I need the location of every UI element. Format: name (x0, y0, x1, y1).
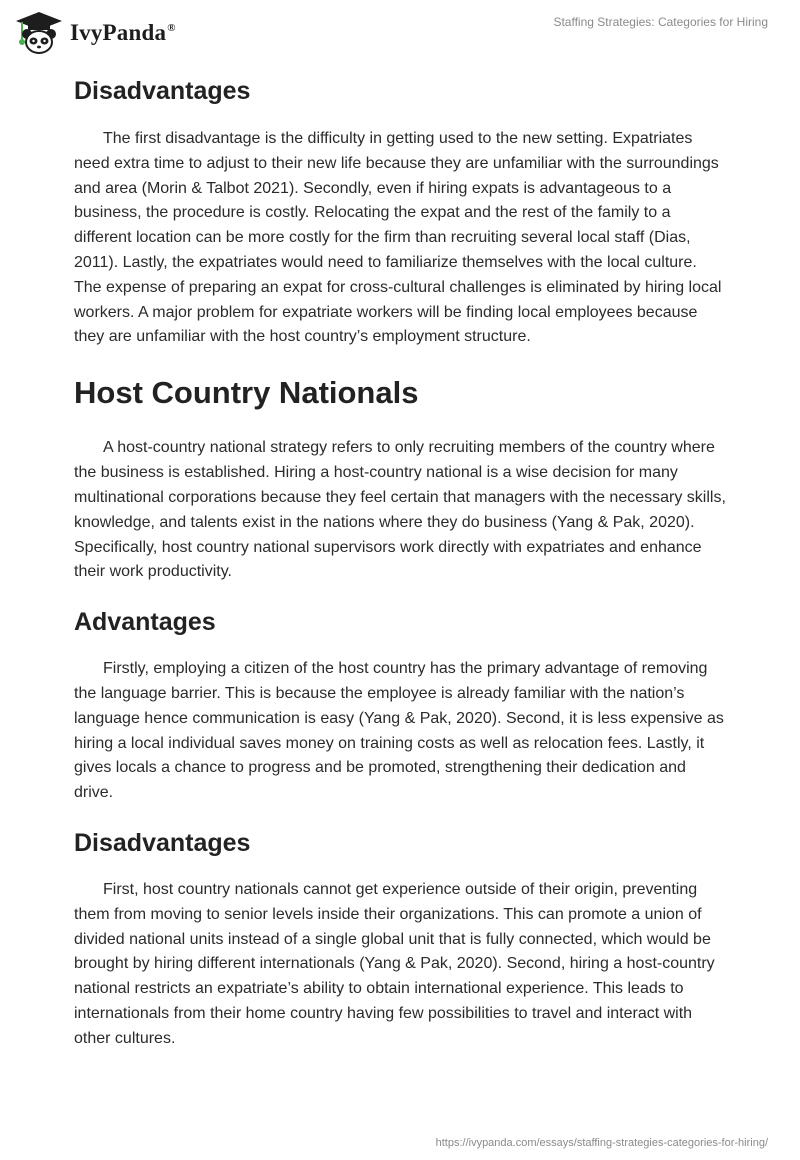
page-header (0, 0, 800, 70)
section-heading-advantages: Advantages (74, 608, 216, 637)
section-paragraph: The first disadvantage is the difficulty in getting used to the new setting. Expatriates need extra time to adjust to their new life because they are unfamiliar with the surroundings and area (Morin & Talbot 2021). Secondly, even if hiring expats is advantageous to a business, the procedure is costly. Relocating the expat and the rest of the family to a different location can be more costly for the firm than recruiting several local staff (Dias, 2011). Lastly, the expatriates would need to familiarize themselves with the local culture. The expense of preparing an expat for cross-cultural challenges is eliminated by hiring local workers. A major problem for expatriate workers will be finding local employees because they are unfamiliar with the host country’s employment structure. (74, 130, 722, 346)
panda-graduate-icon (14, 10, 64, 56)
section-paragraph: Firstly, employing a citizen of the host country has the primary advantage of removing the language barrier. This is because the employee is already familiar with the nation’s language hence communication is easy (Yang & Pak, 2020). Second, it is less expensive as hiring a local individual saves money on training costs as well as relocation fees. Lastly, it gives locals a chance to progress and be promoted, strengthening their dedication and drive. (74, 660, 724, 802)
article-body (74, 70, 726, 1052)
brand-logo[interactable] (14, 10, 176, 56)
section-heading-host-country-nationals: Host Country Nationals (74, 375, 419, 411)
document-title: Staffing Strategies: Categories for Hiring (553, 15, 768, 29)
section-paragraph: First, host country nationals cannot get experience outside of their origin, preventing them from moving to senior levels inside their organizations. This can promote a union of divided national units instead of a single global unit that is fully connected, which would be brought by hiring different internationals (Yang & Pak, 2020). Second, hiring a host-country national restricts an expatriate’s ability to obtain international experience. This leads to internationals from their home country having few possibilities to travel and interact with other cultures. (74, 880, 715, 1047)
brand-name: IvyPanda® (70, 20, 176, 45)
section-paragraph: A host-country national strategy refers to only recruiting members of the country where the business is established. Hiring a host-country national is a wise decision for many multinational corporations because they feel certain that managers with the necessary skills, knowledge, and talents exist in the nations where they do business (Yang & Pak, 2020). Specifically, host country national supervisors work directly with expatriates and enhance their work productivity. (74, 439, 726, 581)
section-heading-disadvantages-2: Disadvantages (74, 828, 251, 857)
source-url-link[interactable]: https://ivypanda.com/essays/staffing-strategies-categories-for-hiring/ (435, 1137, 768, 1149)
section-heading-disadvantages: Disadvantages (74, 77, 251, 105)
